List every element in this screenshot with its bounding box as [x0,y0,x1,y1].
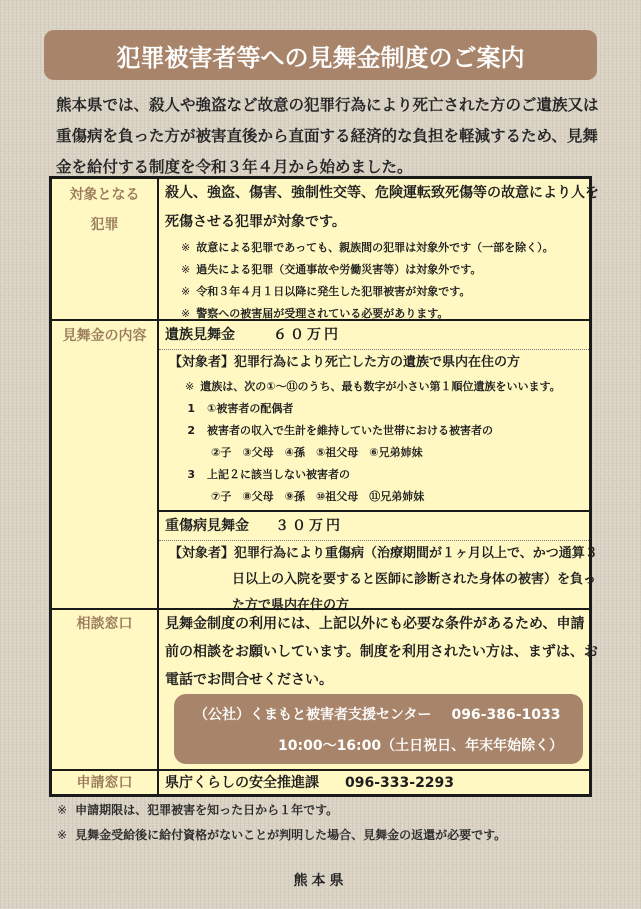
order-item [159,420,589,442]
support-center-hours: 10:00～16:00（土日祝日、年末年始除く） [278,738,564,754]
row-application [52,769,589,796]
note-text: 警察への被害届が受理されている必要があります。 [196,307,449,320]
order-text: 被害者の収入で生計を維持していた世帯における被害者の [207,424,493,437]
content-target-crime [159,179,599,320]
note-mark-icon: ※ [181,307,191,320]
order-num: 2 [187,424,195,437]
order-item [159,464,589,486]
injury-target: 日以上の入院を要すると医師に診断された身体の被害）を負っ [232,572,597,587]
row-benefit [52,319,598,613]
application-line [159,771,589,796]
note-mark-icon: ※ [185,380,195,393]
content-application [159,771,589,796]
note-mark-icon: ※ [181,285,191,298]
label-consultation: 相談窓口 [52,610,159,771]
label-benefit: 見舞金の内容 [52,321,159,608]
footnote-item [57,823,506,848]
footer-organization: 熊本県 [293,873,348,889]
footnote-text: 申請期限は、犯罪被害を知った日から１年です。 [75,803,339,817]
content-consultation [159,610,598,771]
note-item [159,237,589,259]
footnote-text: 見舞金受給後に給付資格がないことが判明した場合、見舞金の返還が必要です。 [75,828,507,842]
content-benefit [159,321,598,613]
benefit-title: 遺族見舞金 [165,327,235,343]
benefit-amount: ３０万円 [275,518,343,534]
intro-line: 重傷病を負った方が被害直後から直面する経済的な負担を軽減するため、見舞 [56,127,598,145]
consultation-text: 前の相談をお願いしています。制度を利用されたい方は、まずは、お [165,644,598,660]
support-center-callout [174,694,583,764]
support-center-line [194,704,561,724]
row-target-crime [52,179,599,320]
order-text: 上記２に該当しない被害者の [207,468,350,481]
bereaved-benefit-heading [159,321,589,349]
intro-line: 金を給付する制度を令和３年４月から始めました。 [56,158,413,176]
benefit-amount: ６０万円 [273,327,341,343]
note-text: 過失による犯罪（交通事故や労働災害等）は対象外です。 [196,263,482,276]
bereaved-note [159,376,589,398]
note-item [159,281,589,303]
note-mark-icon: ※ [181,263,191,276]
target-crime-text: 死傷させる犯罪が対象です。 [165,214,346,230]
bereaved-target: 【対象者】犯罪行為により死亡した方の遺族で県内在住の方 [169,355,521,370]
footnote-item [57,798,506,823]
injury-benefit-heading [159,512,589,540]
note-text: 遺族は、次の①～⑪のうち、最も数字が小さい第１順位遺族をいいます。 [200,380,561,393]
note-mark-icon: ※ [57,803,68,817]
order-item [159,442,589,464]
support-center-name: （公社）くまもと被害者支援センター [194,707,432,723]
label-application: 申請窓口 [52,771,159,796]
page-title: 犯罪被害者等への見舞金制度のご案内 [116,43,525,72]
consultation-text: 見舞金制度の利用には、上記以外にも必要な条件があるため、申請 [165,616,585,632]
row-consultation [52,608,598,771]
label-line: 対象となる [69,187,140,203]
intro-paragraph [56,90,599,183]
note-item [159,259,589,281]
benefit-title: 重傷病見舞金 [165,518,249,534]
order-num: 1 [187,402,195,415]
note-text: 令和３年４月１日以降に発生した犯罪被害が対象です。 [196,285,471,298]
support-center-phone[interactable]: 096-386-1033 [451,707,561,723]
application-dept: 県庁くらしの安全推進課 [165,775,319,791]
order-item [159,486,589,508]
footnotes [57,798,506,848]
intro-line: 熊本県では、殺人や強盗など故意の犯罪行為により死亡された方のご遺族又は [56,96,599,114]
label-line: 犯罪 [90,217,119,233]
order-text: ②子 ③父母 ④孫 ⑤祖父母 ⑥兄弟姉妹 [211,446,423,459]
injury-target: 【対象者】犯罪行為により重傷病（治療期間が１ヶ月以上で、かつ通算３ [169,546,598,561]
order-text: ①被害者の配偶者 [207,402,294,415]
order-text: ⑦子 ⑧父母 ⑨孫 ⑩祖父母 ⑪兄弟姉妹 [211,490,425,503]
note-mark-icon: ※ [57,828,68,842]
consultation-text: 電話でお問合せください。 [165,672,333,688]
order-item [159,398,589,420]
title-banner [44,30,597,80]
note-text: 故意による犯罪であっても、親族間の犯罪は対象外です（一部を除く）。 [196,241,554,254]
application-phone[interactable]: 096-333-2293 [345,775,455,791]
label-target-crime [52,179,159,319]
order-num: 3 [187,468,195,481]
injury-target: た方で県内在住の方 [232,598,350,613]
note-mark-icon: ※ [181,241,191,254]
target-crime-text: 殺人、強盗、傷害、強制性交等、危険運転致死傷等の故意により人を [165,185,599,201]
info-table [49,176,599,797]
